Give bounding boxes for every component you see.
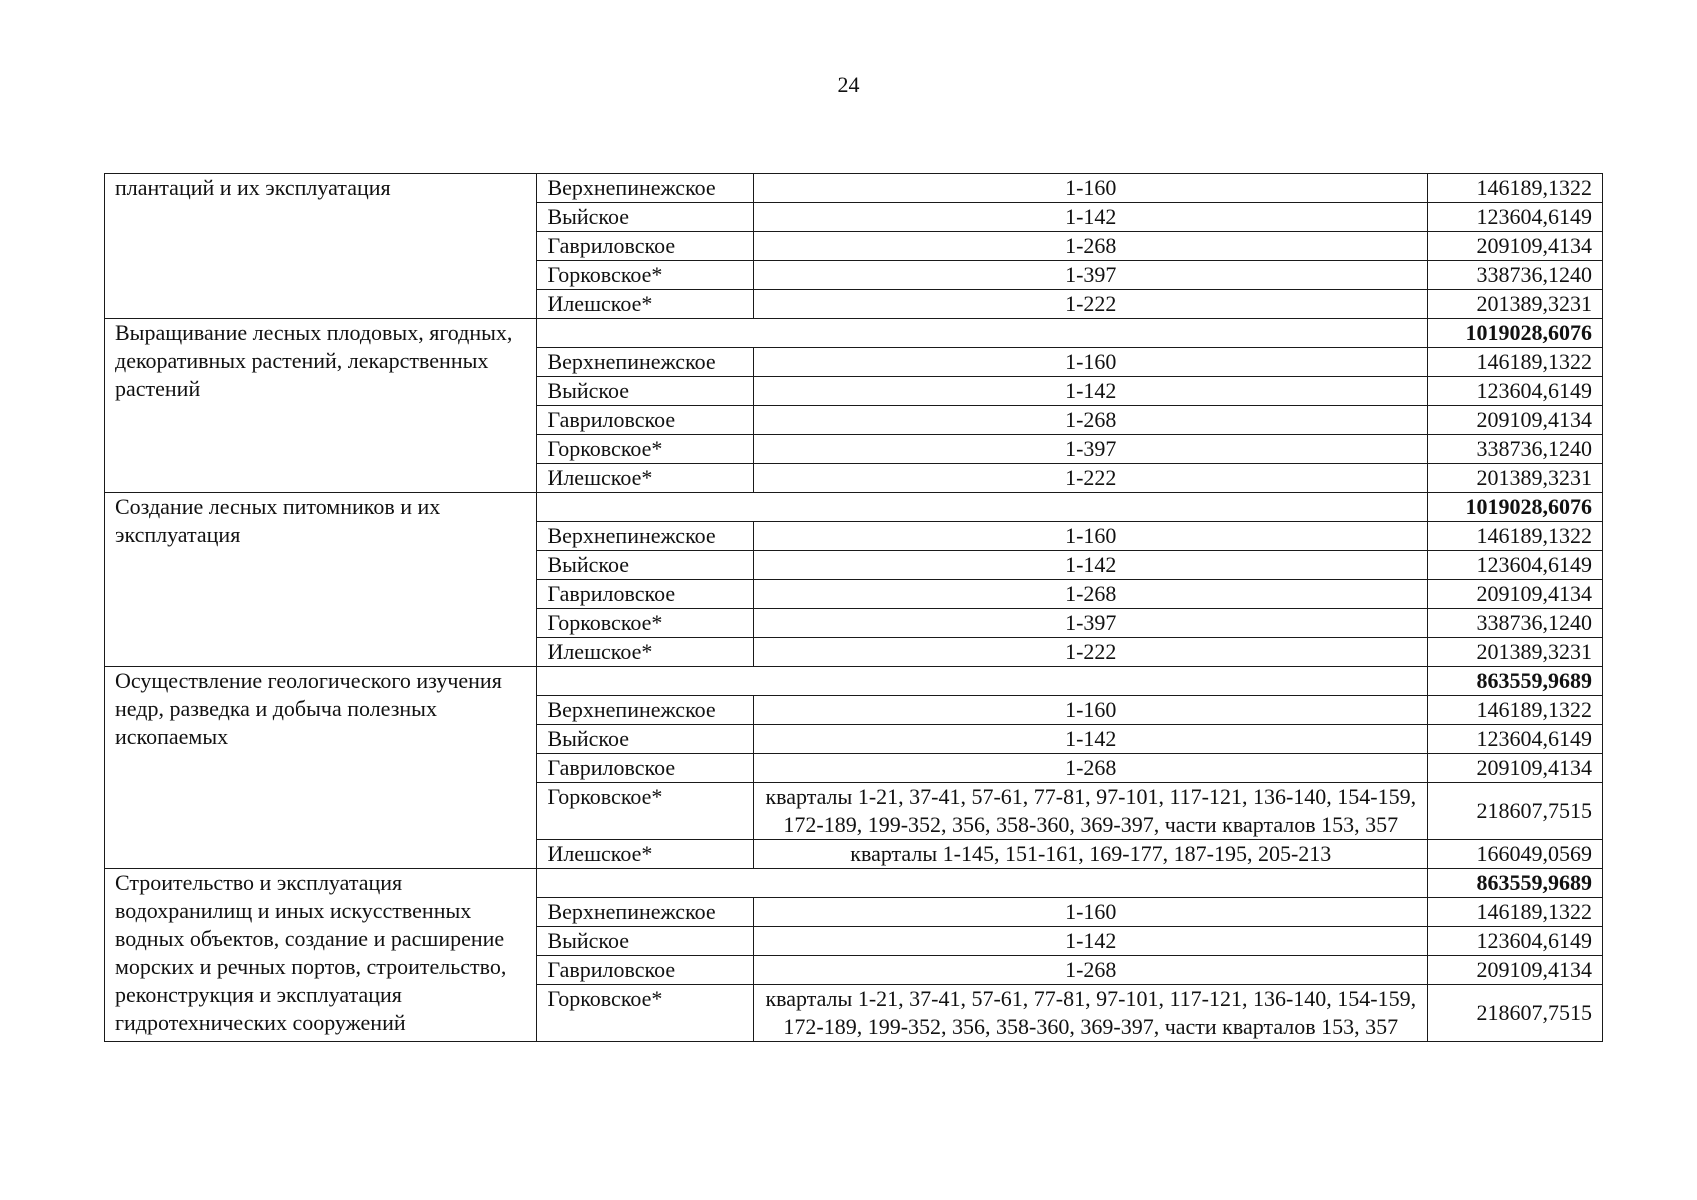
area-cell: 209109,4134 bbox=[1428, 406, 1603, 435]
forestry-cell: Выйское bbox=[537, 551, 754, 580]
quarters-cell: 1-397 bbox=[754, 609, 1428, 638]
forestry-cell: Гавриловское bbox=[537, 580, 754, 609]
quarters-cell: 1-222 bbox=[754, 290, 1428, 319]
area-cell: 209109,4134 bbox=[1428, 232, 1603, 261]
area-cell: 218607,7515 bbox=[1428, 985, 1603, 1042]
area-cell: 123604,6149 bbox=[1428, 725, 1603, 754]
quarters-cell: кварталы 1-21, 37-41, 57-61, 77-81, 97-101, 117-121, 136-140, 154-159, 172-189, 199-352, 356, 358-360, 369-397, части кварталов 153, 357 bbox=[754, 985, 1428, 1042]
quarters-cell: 1-142 bbox=[754, 377, 1428, 406]
area-cell: 338736,1240 bbox=[1428, 261, 1603, 290]
forestry-cell: Илешское* bbox=[537, 638, 754, 667]
area-cell: 209109,4134 bbox=[1428, 580, 1603, 609]
forest-use-table bbox=[104, 173, 1603, 1042]
quarters-cell: 1-160 bbox=[754, 522, 1428, 551]
forestry-cell: Илешское* bbox=[537, 290, 754, 319]
forestry-cell: Выйское bbox=[537, 203, 754, 232]
forestry-cell: Гавриловское bbox=[537, 754, 754, 783]
forestry-cell: Илешское* bbox=[537, 840, 754, 869]
forestry-cell: Гавриловское bbox=[537, 956, 754, 985]
quarters-cell: 1-397 bbox=[754, 435, 1428, 464]
forestry-cell: Гавриловское bbox=[537, 232, 754, 261]
quarters-cell: 1-160 bbox=[754, 898, 1428, 927]
activity-cell: плантаций и их эксплуатация bbox=[105, 174, 537, 319]
activity-cell: Осуществление геологического изучения недр, разведка и добыча полезных ископаемых bbox=[105, 667, 537, 869]
quarters-cell: 1-160 bbox=[754, 348, 1428, 377]
area-cell: 338736,1240 bbox=[1428, 609, 1603, 638]
area-cell: 146189,1322 bbox=[1428, 696, 1603, 725]
quarters-cell: 1-142 bbox=[754, 927, 1428, 956]
quarters-cell: 1-222 bbox=[754, 638, 1428, 667]
quarters-cell: 1-142 bbox=[754, 203, 1428, 232]
forestry-cell: Горковское* bbox=[537, 985, 754, 1042]
area-cell: 123604,6149 bbox=[1428, 927, 1603, 956]
area-cell: 123604,6149 bbox=[1428, 551, 1603, 580]
activity-cell: Создание лесных питомников и их эксплуатация bbox=[105, 493, 537, 667]
forestry-cell: Илешское* bbox=[537, 464, 754, 493]
group-total-area: 1019028,6076 bbox=[1428, 493, 1603, 522]
area-cell: 123604,6149 bbox=[1428, 203, 1603, 232]
forestry-cell: Верхнепинежское bbox=[537, 696, 754, 725]
area-cell: 201389,3231 bbox=[1428, 464, 1603, 493]
empty-cell bbox=[537, 319, 1428, 348]
forestry-cell: Горковское* bbox=[537, 435, 754, 464]
empty-cell bbox=[537, 667, 1428, 696]
area-cell: 338736,1240 bbox=[1428, 435, 1603, 464]
forestry-cell: Верхнепинежское bbox=[537, 898, 754, 927]
quarters-cell: 1-268 bbox=[754, 232, 1428, 261]
forestry-cell: Выйское bbox=[537, 725, 754, 754]
group-total-row bbox=[105, 869, 1603, 898]
quarters-cell: кварталы 1-145, 151-161, 169-177, 187-195, 205-213 bbox=[754, 840, 1428, 869]
area-cell: 218607,7515 bbox=[1428, 783, 1603, 840]
group-total-row bbox=[105, 667, 1603, 696]
forestry-cell: Выйское bbox=[537, 377, 754, 406]
area-cell: 209109,4134 bbox=[1428, 956, 1603, 985]
table-row bbox=[105, 174, 1603, 203]
quarters-cell: 1-142 bbox=[754, 551, 1428, 580]
area-cell: 123604,6149 bbox=[1428, 377, 1603, 406]
forestry-cell: Выйское bbox=[537, 927, 754, 956]
area-cell: 201389,3231 bbox=[1428, 290, 1603, 319]
empty-cell bbox=[537, 493, 1428, 522]
area-cell: 146189,1322 bbox=[1428, 522, 1603, 551]
quarters-cell: кварталы 1-21, 37-41, 57-61, 77-81, 97-101, 117-121, 136-140, 154-159, 172-189, 199-352, 356, 358-360, 369-397, части кварталов 153, 357 bbox=[754, 783, 1428, 840]
group-total-area: 863559,9689 bbox=[1428, 667, 1603, 696]
area-cell: 209109,4134 bbox=[1428, 754, 1603, 783]
forestry-cell: Верхнепинежское bbox=[537, 348, 754, 377]
area-cell: 146189,1322 bbox=[1428, 348, 1603, 377]
quarters-cell: 1-268 bbox=[754, 956, 1428, 985]
activity-cell: Выращивание лесных плодовых, ягодных, декоративных растений, лекарственных растений bbox=[105, 319, 537, 493]
forestry-cell: Горковское* bbox=[537, 783, 754, 840]
forestry-cell: Горковское* bbox=[537, 609, 754, 638]
area-cell: 166049,0569 bbox=[1428, 840, 1603, 869]
quarters-cell: 1-268 bbox=[754, 754, 1428, 783]
quarters-cell: 1-160 bbox=[754, 174, 1428, 203]
quarters-cell: 1-268 bbox=[754, 580, 1428, 609]
group-total-row bbox=[105, 319, 1603, 348]
forestry-cell: Верхнепинежское bbox=[537, 522, 754, 551]
forestry-cell: Горковское* bbox=[537, 261, 754, 290]
group-total-area: 1019028,6076 bbox=[1428, 319, 1603, 348]
quarters-cell: 1-268 bbox=[754, 406, 1428, 435]
quarters-cell: 1-160 bbox=[754, 696, 1428, 725]
group-total-row bbox=[105, 493, 1603, 522]
forestry-cell: Гавриловское bbox=[537, 406, 754, 435]
page-number: 24 bbox=[837, 72, 860, 97]
area-cell: 146189,1322 bbox=[1428, 174, 1603, 203]
activity-cell: Строительство и эксплуатация водохранилищ и иных искусственных водных объектов, создание и расширение морских и речных портов, строительство, реконструкция и эксплуатация гидротехнических сооружений bbox=[105, 869, 537, 1042]
area-cell: 146189,1322 bbox=[1428, 898, 1603, 927]
group-total-area: 863559,9689 bbox=[1428, 869, 1603, 898]
area-cell: 201389,3231 bbox=[1428, 638, 1603, 667]
quarters-cell: 1-142 bbox=[754, 725, 1428, 754]
forestry-cell: Верхнепинежское bbox=[537, 174, 754, 203]
quarters-cell: 1-222 bbox=[754, 464, 1428, 493]
table-body bbox=[105, 174, 1603, 1042]
empty-cell bbox=[537, 869, 1428, 898]
quarters-cell: 1-397 bbox=[754, 261, 1428, 290]
